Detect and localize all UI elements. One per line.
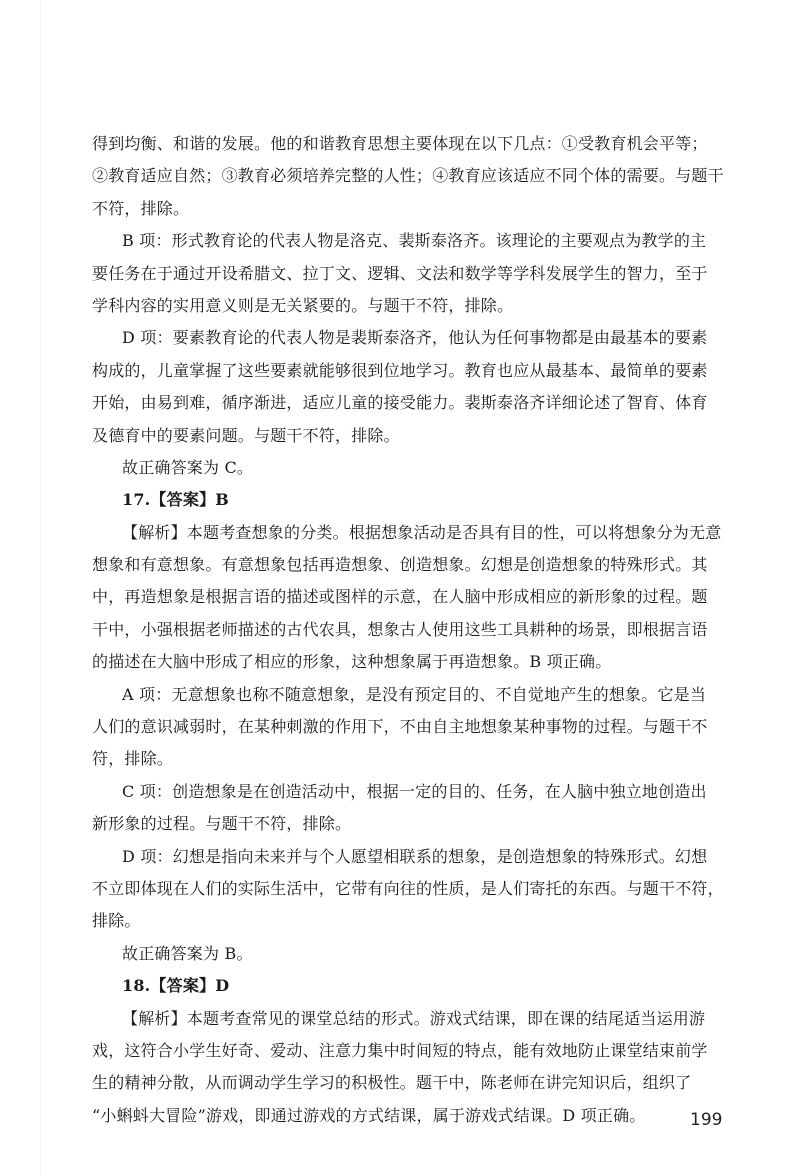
answer-conclusion: 故正确答案为 B。 (122, 943, 253, 963)
text-line: 中，再造想象是根据言语的描述或图样的示意，在人脑中形成相应的新形象的过程。题 (92, 587, 708, 607)
text-line: 要任务在于通过开设希腊文、拉丁文、逻辑、文法和数学等学科发展学生的智力，至于 (92, 263, 708, 283)
text-line: 符，排除。 (92, 749, 174, 769)
paragraph-d-option: D 项：幻想是指向未来并与个人愿望相联系的想象，是创造想象的特殊形式。幻想 (122, 846, 708, 866)
text-line: ②教育适应自然；③教育必须培养完整的人性；④教育应该适应不同个体的需要。与题干 (92, 166, 724, 186)
answer-conclusion: 故正确答案为 C。 (122, 457, 254, 477)
document-body (92, 128, 724, 1132)
paragraph-a-option: A 项：无意想象也称不随意想象，是没有预定目的、不自觉地产生的想象。它是当 (122, 684, 707, 704)
text-line: 开始，由易到难，循序渐进，适应儿童的接受能力。裴斯泰洛齐详细论述了智育、体育 (92, 393, 708, 413)
scan-edge (40, 0, 41, 1175)
question-18-answer: 18.【答案】D (122, 976, 230, 996)
paragraph-b-option: B 项：形式教育论的代表人物是洛克、裴斯泰洛齐。该理论的主要观点为教学的主 (122, 231, 707, 251)
text-line: 的描述在大脑中形成了相应的形象，这种想象属于再造想象。B 项正确。 (92, 652, 612, 672)
text-line: 生的精神分散，从而调动学生学习的积极性。题干中，陈老师在讲完知识后，组织了 (92, 1073, 692, 1093)
paragraph-d-option: D 项：要素教育论的代表人物是裴斯泰洛齐，他认为任何事物都是由最基本的要素 (122, 328, 708, 348)
text-line: 戏，这符合小学生好奇、爱动、注意力集中时间短的特点，能有效地防止课堂结束前学 (92, 1040, 708, 1060)
question-18-analysis: 【解析】本题考查常见的课堂总结的形式。游戏式结课，即在课的结尾适当运用游 (122, 1008, 706, 1028)
text-line: 排除。 (92, 911, 141, 931)
text-line: 人们的意识减弱时，在某种刺激的作用下，不由自主地想象某种事物的过程。与题干不 (92, 717, 708, 737)
text-line: 构成的，儿童掌握了这些要素就能够很到位地学习。教育也应从最基本、最简单的要素 (92, 360, 708, 380)
page-number: 199 (690, 1110, 723, 1130)
text-line: 不符，排除。 (92, 198, 190, 218)
text-line: 得到均衡、和谐的发展。他的和谐教育思想主要体现在以下几点：①受教育机会平等； (92, 134, 708, 153)
text-line: 新形象的过程。与题干不符，排除。 (92, 814, 352, 834)
question-17-answer: 17.【答案】B (122, 490, 229, 510)
text-line: 干中，小强根据老师描述的古代农具，想象古人使用这些工具耕种的场景，即根据言语 (92, 619, 708, 639)
text-line: “小蝌蚪大冒险”游戏，即通过游戏的方式结课，属于游戏式结课。D 项正确。 (92, 1105, 646, 1125)
text-line: 及德育中的要素问题。与题干不符，排除。 (92, 425, 400, 445)
question-17-analysis: 【解析】本题考查想象的分类。根据想象活动是否具有目的性，可以将想象分为无意 (122, 522, 722, 542)
paragraph-c-option: C 项：创造想象是在创造活动中，根据一定的目的、任务，在人脑中独立地创造出 (122, 781, 707, 801)
text-line: 不立即体现在人们的实际生活中，它带有向往的性质，是人们寄托的东西。与题干不符， (92, 878, 724, 898)
text-line: 想象和有意想象。有意想象包括再造想象、创造想象。幻想是创造想象的特殊形式。其 (92, 555, 708, 575)
text-line: 学科内容的实用意义则是无关紧要的。与题干不符，排除。 (92, 295, 514, 315)
